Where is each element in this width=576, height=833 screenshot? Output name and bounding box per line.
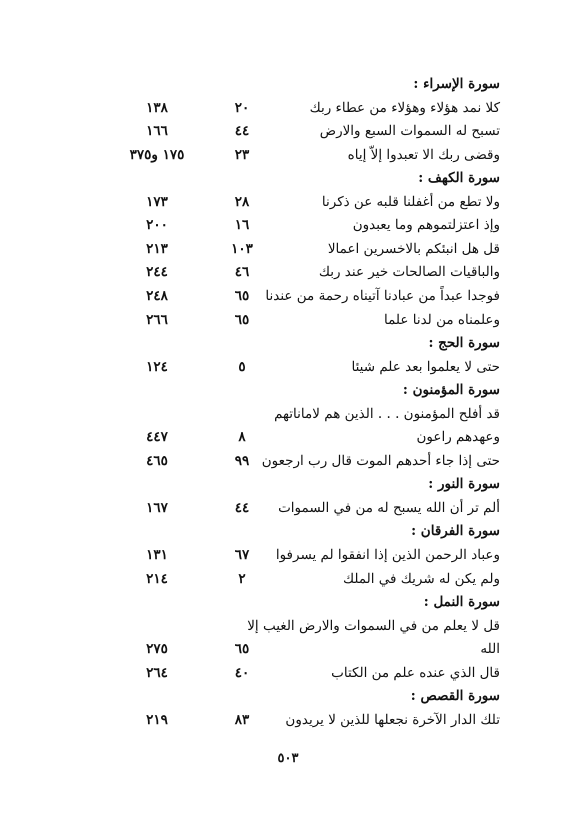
page-number: ٥٠٣	[277, 751, 299, 766]
verse-text: تلك الدار الآخرة نجعلها للذين لا يريدون	[285, 712, 500, 728]
page-reference: ١٣٨	[146, 100, 168, 116]
page-reference: ٢١٣	[146, 241, 168, 257]
verse-entry	[0, 450, 576, 472]
page-reference: ١٦٦	[146, 123, 168, 139]
verse-text: الله	[480, 641, 500, 657]
verse-number: ٢٠	[234, 100, 250, 116]
page-reference: ٢٤٤	[146, 264, 168, 280]
verse-text: ولا تطع من أغفلنا قلبه عن ذكرنا	[321, 194, 500, 210]
surah-heading	[0, 379, 576, 401]
surah-name: سورة الإسراء :	[413, 76, 500, 92]
verse-text: فوجدا عبداً من عبادنا آتيناه رحمة من عندنا	[265, 288, 500, 304]
surah-heading	[0, 591, 576, 613]
page-reference: ٢٤٨	[146, 288, 168, 304]
surah-name: سورة القصص :	[410, 688, 500, 704]
surah-heading	[0, 73, 576, 95]
verse-number: ٦٥	[234, 288, 250, 304]
surah-name: سورة الفرقان :	[411, 523, 500, 539]
verse-number: ٢	[238, 571, 246, 587]
verse-number: ٨٣	[234, 712, 250, 728]
verse-entry	[0, 615, 576, 637]
surah-name: سورة النمل :	[423, 594, 500, 610]
surah-name: سورة الحج :	[428, 335, 500, 351]
verse-text: تسبح له السموات السبع والارض	[319, 123, 500, 139]
verse-entry	[0, 403, 576, 425]
verse-entry	[0, 309, 576, 331]
verse-text: وإذ اعتزلتموهم وما يعبدون	[352, 217, 500, 233]
page-reference: ١٧٥ و٣٧٥	[129, 147, 185, 163]
verse-entry	[0, 709, 576, 731]
verse-entry	[0, 261, 576, 283]
verse-text: وعهدهم راعون	[416, 429, 500, 445]
verse-entry	[0, 356, 576, 378]
verse-number: ٢٨	[234, 194, 250, 210]
verse-entry	[0, 568, 576, 590]
verse-text: قل هل انبئكم بالاخسرين اعمالا	[327, 241, 500, 257]
verse-entry	[0, 97, 576, 119]
page-reference: ١٦٧	[146, 500, 168, 516]
page-reference: ١٣١	[146, 547, 168, 563]
page-reference: ٢١٩	[146, 712, 168, 728]
surah-heading	[0, 167, 576, 189]
verse-entry	[0, 144, 576, 166]
verse-text: قد أفلح المؤمنون . . . الذين هم لاماناتهم	[274, 406, 500, 422]
page-reference: ١٧٣	[146, 194, 168, 210]
verse-number: ٢٣	[234, 147, 250, 163]
verse-text: قل لا يعلم من في السموات والارض الغيب إلا	[247, 618, 500, 634]
surah-heading	[0, 520, 576, 542]
verse-number: ٦٥	[234, 312, 250, 328]
verse-entry	[0, 238, 576, 260]
page-reference: ٤٤٧	[146, 429, 168, 445]
verse-number: ١٠٣	[231, 241, 253, 257]
verse-number: ٤٦	[234, 264, 250, 280]
verse-text: كلا نمد هؤلاء وهؤلاء من عطاء ربك	[309, 100, 500, 116]
verse-number: ١٦	[234, 217, 250, 233]
surah-name: سورة المؤمنون :	[402, 382, 500, 398]
page-reference: ٤٦٥	[146, 453, 168, 469]
verse-text: وعباد الرحمن الذين إذا انفقوا لم يسرفوا	[275, 547, 500, 563]
surah-heading	[0, 685, 576, 707]
surah-name: سورة النور :	[428, 476, 500, 492]
page-reference: ١٢٤	[146, 359, 168, 375]
verse-number: ٩٩	[234, 453, 250, 469]
verse-entry	[0, 214, 576, 236]
page-reference: ٢٦٦	[146, 312, 168, 328]
verse-entry	[0, 285, 576, 307]
verse-number: ٤٤	[234, 123, 250, 139]
page-reference: ٢١٤	[146, 571, 168, 587]
verse-entry	[0, 191, 576, 213]
verse-entry	[0, 544, 576, 566]
verse-number: ٨	[238, 429, 246, 445]
verse-number: ٦٥	[234, 641, 250, 657]
verse-text: وقضى ربك الا تعبدوا إلاّ إياه	[347, 147, 500, 163]
verse-entry	[0, 497, 576, 519]
verse-entry	[0, 638, 576, 660]
verse-entry	[0, 662, 576, 684]
verse-text: ولم يكن له شريك في الملك	[342, 571, 500, 587]
verse-number: ٤٠	[234, 665, 250, 681]
verse-entry	[0, 120, 576, 142]
page-reference: ٢٧٥	[146, 641, 168, 657]
surah-heading	[0, 332, 576, 354]
verse-number: ٤٤	[234, 500, 250, 516]
verse-text: حتى إذا جاء أحدهم الموت قال رب ارجعون	[261, 453, 500, 469]
verse-number: ٥	[238, 359, 246, 375]
page-reference: ٢٠٠	[146, 217, 168, 233]
verse-text: والباقيات الصالحات خير عند ربك	[318, 264, 500, 280]
page-reference: ٢٦٤	[146, 665, 168, 681]
verse-entry	[0, 426, 576, 448]
verse-text: قال الذي عنده علم من الكتاب	[331, 665, 500, 681]
verse-text: ألم تر أن الله يسبح له من في السموات	[278, 500, 500, 516]
surah-heading	[0, 473, 576, 495]
verse-text: حتى لا يعلموا بعد علم شيئا	[351, 359, 500, 375]
surah-name: سورة الكهف :	[418, 170, 500, 186]
verse-text: وعلمناه من لدنا علما	[383, 312, 500, 328]
verse-number: ٦٧	[234, 547, 250, 563]
